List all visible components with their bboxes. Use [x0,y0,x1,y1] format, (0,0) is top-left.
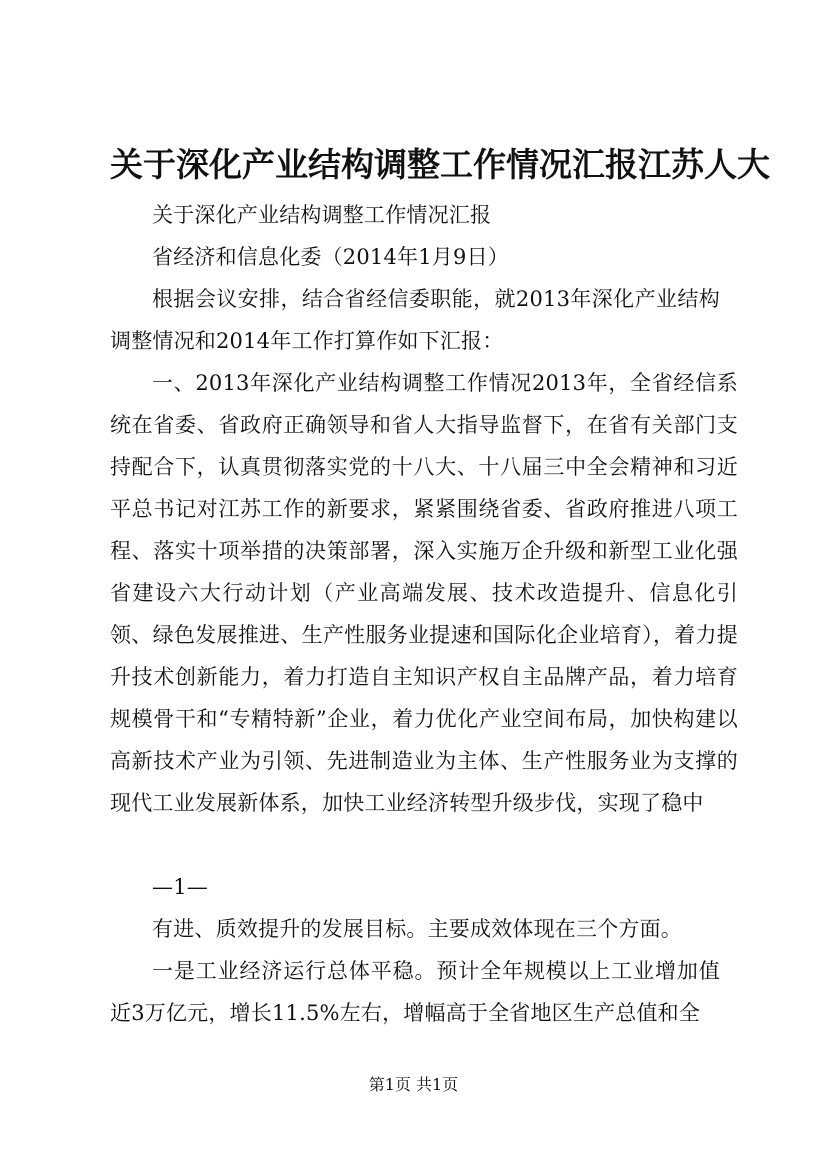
document-title: 关于深化产业结构调整工作情况汇报江苏人大 [110,145,770,184]
continuation-paragraph-1: 有进、质效提升的发展目标。主要成效体现在三个方面。 [152,917,682,941]
continuation-paragraph-2: 一是工业经济运行总体平稳。预计全年规模以上工业增加值近3万亿元，增长11.5%左右，增幅高于全省地区生产总值和全 [110,959,720,1025]
section-one-paragraph: 一、2013年深化产业结构调整工作情况2013年，全省经信系统在省委、省政府正确领导和省人大指导监督下，在省有关部门支持配合下，认真贯彻落实党的十八大、十八届三中全会精神和习近平总书记对江苏工作的新要求，紧紧围绕省委、省政府推进八项工程、落实十项举措的决策部署，深入实施万企升级和新型工业化强省建设六大行动计划（产业高端发展、技术改造提升、信息化引领、绿色发展推进、生产性服务业提速和国际化企业培育），着力提升技术创新能力，着力打造自主知识产权自主品牌产品，着力培育规模骨干和“专精特新”企业，着力优化产业空间布局，加快构建以高新技术产业为引领、先进制造业为主体、生产性服务业为支撑的现代工业发展新体系，加快工业经济转型升级步伐，实现了稳中 [110,371,738,815]
issuer-date-line: 省经济和信息化委（2014年1月9日） [152,245,509,269]
page-footer: 第1页 共1页 [368,1075,459,1094]
inline-page-number: —1— [152,875,208,899]
document-subtitle: 关于深化产业结构调整工作情况汇报 [152,203,492,227]
intro-paragraph: 根据会议安排，结合省经信委职能，就2013年深化产业结构调整情况和2014年工作打算作如下汇报： [110,287,720,353]
